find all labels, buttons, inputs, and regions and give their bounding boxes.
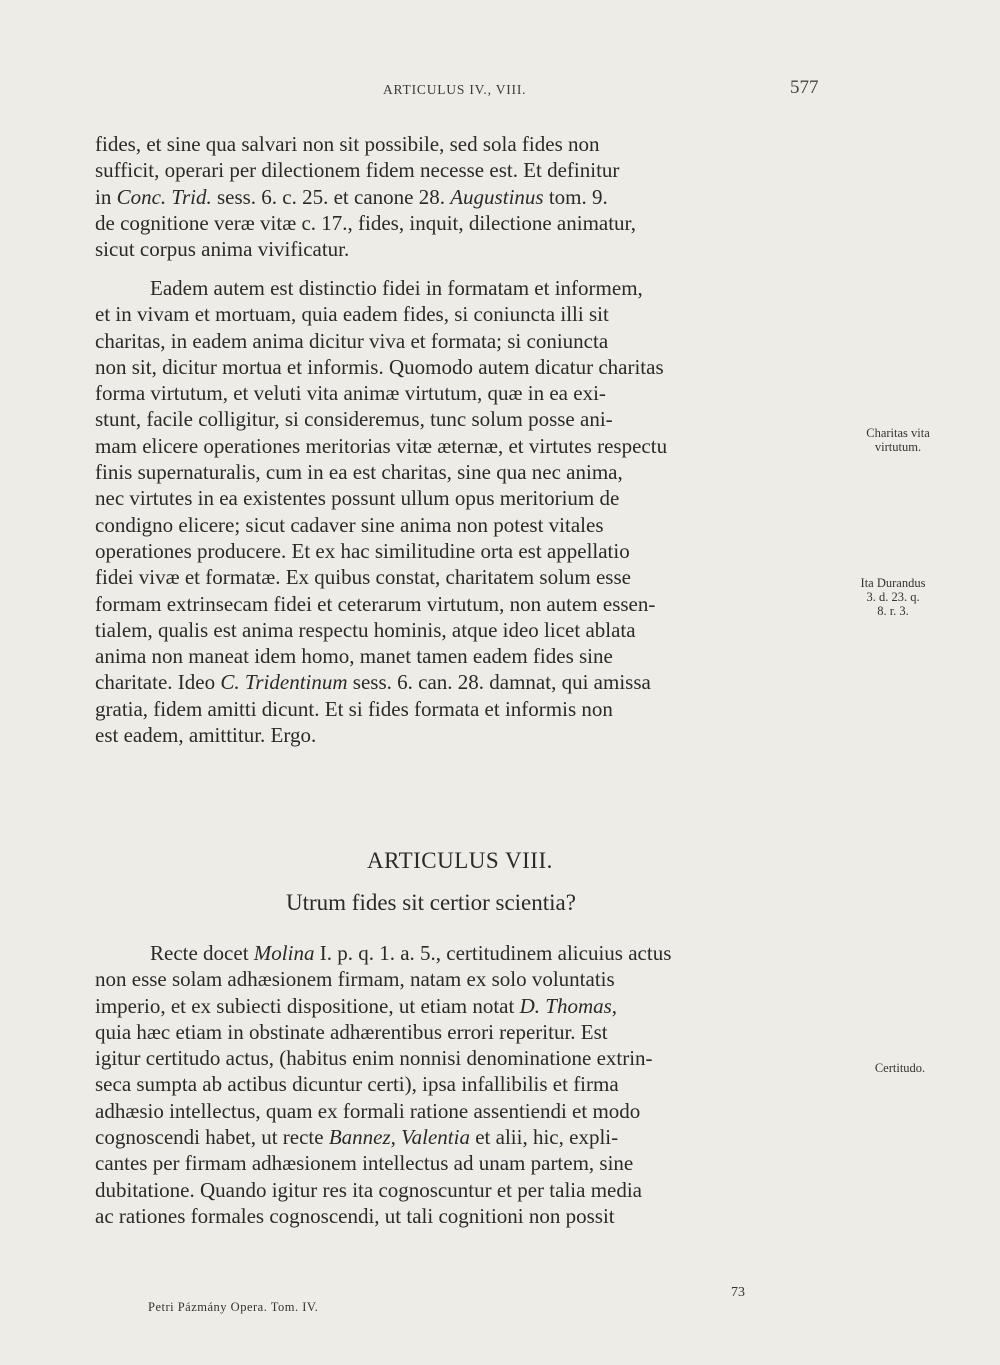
text-line: Recte docet Molina I. p. q. 1. a. 5., certitudinem alicuius actus — [150, 941, 672, 965]
text-line: seca sumpta ab actibus dicuntur certi), ipsa infallibilis et firma — [95, 1072, 619, 1097]
running-head: ARTICULUS IV., VIII. — [383, 82, 527, 97]
text-line: formam extrinsecam fidei et ceterarum virtutum, non autem essen- — [95, 591, 656, 616]
paragraph-3 — [95, 940, 837, 1229]
page-number: 577 — [790, 77, 819, 98]
text-line: nec virtutes in ea existentes possunt ullum opus meritorium de — [95, 486, 620, 511]
text-line: igitur certitudo actus, (habitus enim nonnisi denominatione extrin- — [95, 1046, 653, 1071]
text-line: operationes producere. Et ex hac similitudine orta est appellatio — [95, 538, 630, 563]
text-line: imperio, et ex subiecti dispositione, ut etiam notat D. Thomas, — [95, 993, 618, 1018]
text-line: condigno elicere; sicut cadaver sine anima non potest vitales — [95, 512, 604, 537]
text-line: non sit, dicitur mortua et informis. Quomodo autem dicatur charitas — [95, 354, 664, 379]
text-line: charitate. Ideo C. Tridentinum sess. 6. can. 28. damnat, qui amissa — [95, 670, 651, 695]
article-heading: ARTICULUS VIII. — [367, 848, 553, 873]
margin-note-charitas — [842, 426, 954, 454]
text-line: ac rationes formales cognoscendi, ut tali cognitioni non possit — [95, 1203, 615, 1228]
text-line: forma virtutum, et veluti vita animæ virtutum, quæ in ea exi- — [95, 381, 606, 406]
margin-note-line: Charitas vita — [866, 426, 930, 440]
text-line: et in vivam et mortuam, quia eadem fides, si coniuncta illi sit — [95, 302, 609, 327]
text-line: finis supernaturalis, cum in ea est charitas, sine qua nec anima, — [95, 460, 623, 485]
margin-note-line: 3. d. 23. q. — [866, 590, 920, 604]
printer-signature: 73 — [731, 1285, 745, 1300]
text-line: charitas, in eadem anima dicitur viva et formata; si coniuncta — [95, 328, 609, 353]
text-line: fidei vivæ et formatæ. Ex quibus constat, charitatem solum esse — [95, 565, 631, 590]
margin-note-certitudo: Certitudo. — [874, 1061, 926, 1075]
margin-note-line: 8. r. 3. — [877, 604, 909, 618]
text-line: adhæsio intellectus, quam ex formali ratione assentiendi et modo — [95, 1098, 641, 1123]
margin-note-durandus — [843, 576, 943, 618]
text-line: fides, et sine qua salvari non sit possibile, sed sola fides non — [95, 132, 600, 156]
text-line: stunt, facile colligitur, si consideremus, tunc solum posse ani- — [95, 407, 613, 432]
text-line: de cognitione veræ vitæ c. 17., fides, inquit, dilectione animatur, — [95, 210, 636, 235]
text-line: cantes per firmam adhæsionem intellectus ad unam partem, sine — [95, 1151, 634, 1176]
text-line: est eadem, amittitur. Ergo. — [95, 723, 317, 748]
text-line: sufficit, operari per dilectionem fidem necesse est. Et definitur — [95, 158, 620, 183]
margin-note-line: Ita Durandus — [860, 576, 926, 590]
text-line: in Conc. Trid. sess. 6. c. 25. et canone 28. Augustinus tom. 9. — [95, 184, 608, 209]
question-heading: Utrum fides sit certior scientia? — [286, 890, 576, 915]
paragraph-2 — [95, 275, 837, 748]
footer-book-title: Petri Pázmány Opera. Tom. IV. — [148, 1300, 319, 1314]
margin-note-line: virtutum. — [874, 440, 922, 454]
text-line: cognoscendi habet, ut recte Bannez, Valentia et alii, hic, expli- — [95, 1125, 619, 1150]
text-line: tialem, qualis est anima respectu hominis, atque ideo licet ablata — [95, 617, 636, 642]
text-line: non esse solam adhæsionem firmam, natam ex solo voluntatis — [95, 967, 615, 992]
text-line: Eadem autem est distinctio fidei in formatam et informem, — [150, 276, 643, 300]
text-line: gratia, fidem amitti dicunt. Et si fides formata et informis non — [95, 696, 613, 721]
paragraph-1 — [95, 131, 837, 262]
text-line: sicut corpus anima vivificatur. — [95, 237, 350, 262]
text-line: quia hæc etiam in obstinate adhærentibus errori reperitur. Est — [95, 1019, 608, 1044]
text-line: anima non maneat idem homo, manet tamen eadem fides sine — [95, 644, 613, 669]
text-line: mam elicere operationes meritorias vitæ æternæ, et virtutes respectu — [95, 433, 668, 458]
text-line: dubitatione. Quando igitur res ita cognoscuntur et per talia media — [95, 1177, 643, 1202]
